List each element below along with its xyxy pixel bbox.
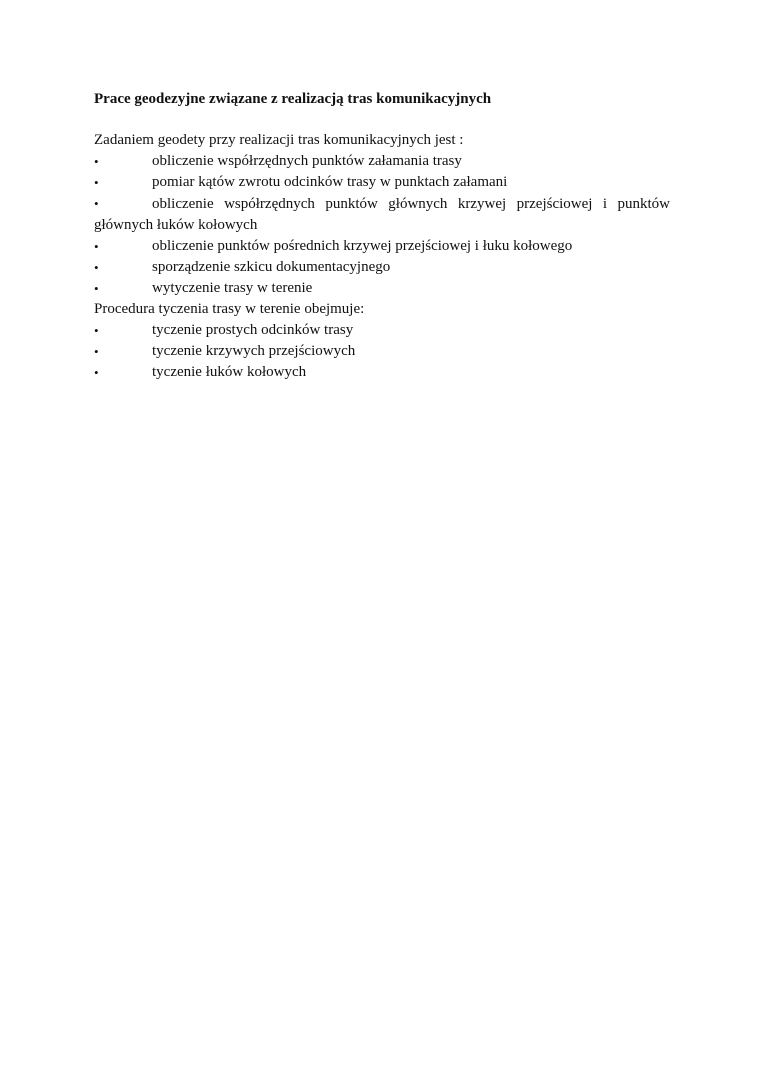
list-item: [94, 362, 670, 383]
bullet-icon: •: [94, 175, 99, 190]
list-item-text: pomiar kątów zwrotu odcinków trasy w punktach załamani: [152, 174, 508, 190]
list-item: [94, 257, 670, 278]
list-item-text: tyczenie prostych odcinków trasy: [152, 322, 354, 338]
list-item: [94, 151, 670, 172]
bullet-icon: •: [94, 365, 99, 380]
list-item: [94, 278, 670, 299]
list-item: [94, 172, 670, 193]
list-item-text: obliczenie punktów pośrednich krzywej przejściowej i łuku kołowego: [152, 238, 573, 254]
bullet-icon: •: [94, 344, 99, 359]
list-item-text: tyczenie łuków kołowych: [152, 364, 307, 380]
list-item-text: tyczenie krzywych przejściowych: [152, 343, 356, 359]
bullet-icon: •: [94, 239, 99, 254]
list-item: [94, 193, 670, 236]
bullet-icon: •: [94, 196, 99, 211]
list-item-text: obliczenie współrzędnych punktów załamania trasy: [152, 153, 462, 169]
list-item: [94, 341, 670, 362]
list-item: [94, 236, 670, 257]
tasks-list: [94, 151, 670, 299]
list-item-text: obliczenie współrzędnych punktów głównych krzywej przejściowej i punktów: [152, 196, 670, 212]
list-item-first-line: [94, 193, 670, 215]
list-item-text: wytyczenie trasy w terenie: [152, 280, 313, 296]
document-title: Prace geodezyjne związane z realizacją tras komunikacyjnych: [94, 91, 492, 107]
bullet-icon: •: [94, 154, 99, 169]
list-item-continuation: głównych łuków kołowych: [94, 217, 258, 233]
bullet-icon: •: [94, 281, 99, 296]
bullet-icon: •: [94, 323, 99, 338]
bullet-icon: •: [94, 260, 99, 275]
list-item-text: sporządzenie szkicu dokumentacyjnego: [152, 259, 391, 275]
list-item: [94, 320, 670, 341]
procedure-list: [94, 320, 670, 383]
intro-paragraph: Zadaniem geodety przy realizacji tras komunikacyjnych jest :: [94, 132, 464, 148]
procedure-paragraph: Procedura tyczenia trasy w terenie obejmuje:: [94, 301, 365, 317]
document-page: [94, 89, 670, 383]
